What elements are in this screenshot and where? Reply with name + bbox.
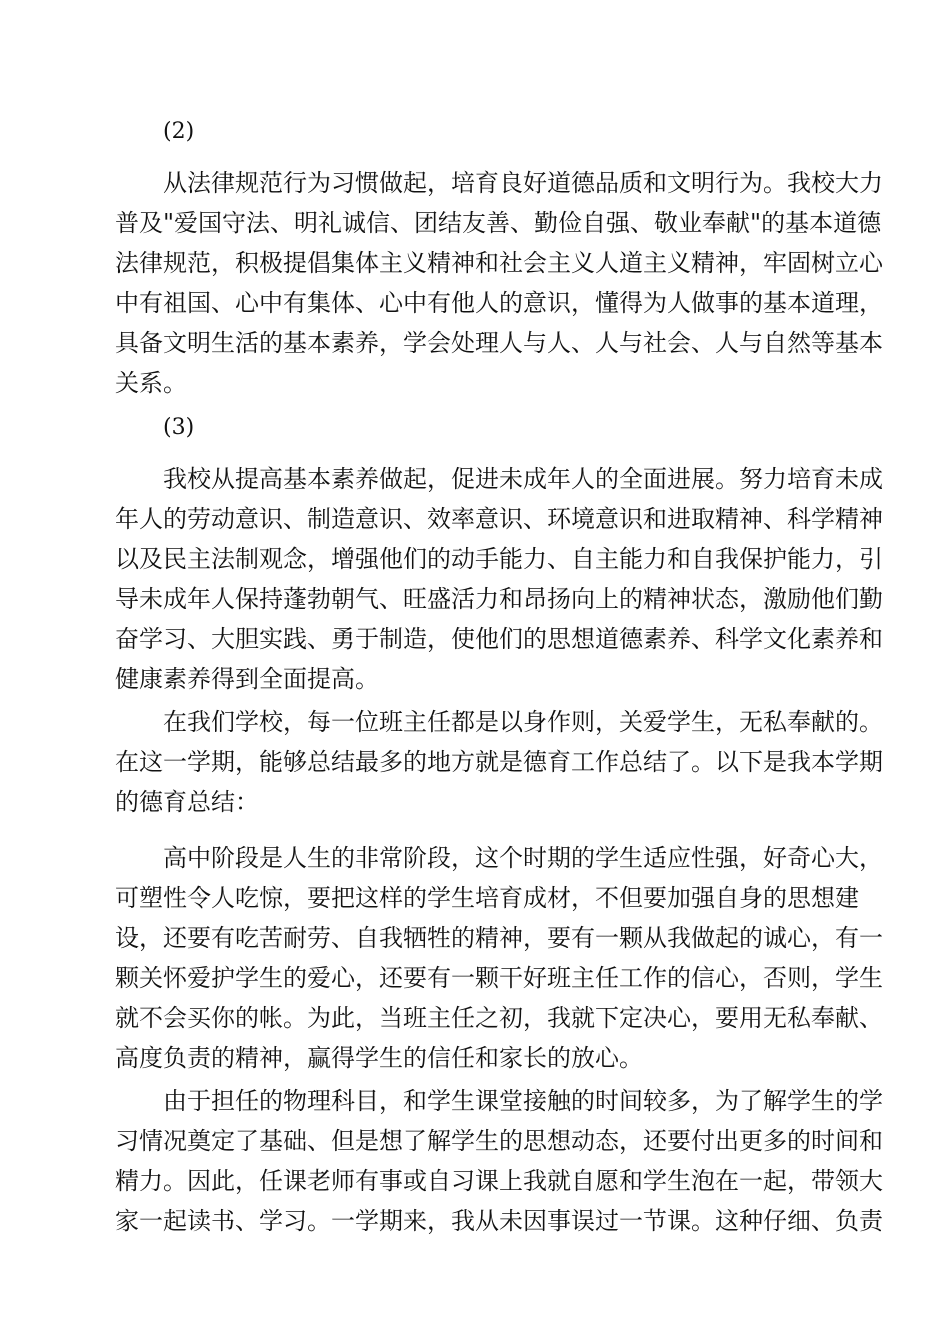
text-line: 由于担任的物理科目，和学生课堂接触的时间较多，为了解学生的学 [163,1087,883,1115]
text-line: 中有祖国、心中有集体、心中有他人的意识，懂得为人做事的基本道理， [115,289,883,317]
text-line: 在这一学期，能够总结最多的地方就是德育工作总结了。以下是我本学期 [115,748,883,776]
paragraph-physics [115,1081,883,1241]
text-line: 就不会买你的帐。为此，当班主任之初，我就下定决心，要用无私奉献、 [115,1004,883,1032]
section-3-paragraph [115,459,883,699]
text-line: 具备文明生活的基本素养，学会处理人与人、人与社会、人与自然等基本 [115,329,883,357]
paragraph-high-school [115,838,883,1078]
text-line: 从法律规范行为习惯做起，培育良好道德品质和文明行为。我校大力 [163,169,883,197]
section-2-marker: (2) [163,119,195,144]
text-line: 奋学习、大胆实践、勇于制造，使他们的思想道德素养、科学文化素养和 [115,625,883,653]
text-line: 的德育总结： [115,788,259,816]
text-line: 健康素养得到全面提高。 [115,665,379,693]
text-line: 设，还要有吃苦耐劳、自我牺牲的精神，要有一颗从我做起的诚心，有一 [115,924,883,952]
section-2-paragraph [115,163,883,403]
text-line: 颗关怀爱护学生的爱心，还要有一颗干好班主任工作的信心，否则，学生 [115,964,883,992]
text-line: 导未成年人保持蓬勃朝气、旺盛活力和昂扬向上的精神状态，激励他们勤 [115,585,883,613]
text-line: 精力。因此，任课老师有事或自习课上我就自愿和学生泡在一起，带领大 [115,1167,883,1195]
text-line: 法律规范，积极提倡集体主义精神和社会主义人道主义精神，牢固树立心 [115,249,883,277]
text-line: 在我们学校，每一位班主任都是以身作则，关爱学生，无私奉献的。 [163,708,883,736]
text-line: 可塑性令人吃惊，要把这样的学生培育成材，不但要加强自身的思想建 [115,884,859,912]
text-line: 我校从提高基本素养做起，促进未成年人的全面进展。努力培育未成 [163,465,883,493]
text-line: 高度负责的精神，赢得学生的信任和家长的放心。 [115,1044,643,1072]
text-line: 家一起读书、学习。一学期来，我从未因事误过一节课。这种仔细、负责 [115,1207,883,1235]
text-line: 以及民主法制观念，增强他们的动手能力、自主能力和自我保护能力，引 [115,545,883,573]
text-line: 关系。 [115,369,187,397]
text-line: 习情况奠定了基础、但是想了解学生的思想动态，还要付出更多的时间和 [115,1127,883,1155]
text-line: 普及"爱国守法、明礼诚信、团结友善、勤俭自强、敬业奉献"的基本道德 [115,209,882,237]
text-line: 年人的劳动意识、制造意识、效率意识、环境意识和进取精神、科学精神 [115,505,883,533]
paragraph-intro [115,702,883,822]
section-3-marker: (3) [163,415,195,440]
text-line: 高中阶段是人生的非常阶段，这个时期的学生适应性强，好奇心大， [163,844,883,872]
